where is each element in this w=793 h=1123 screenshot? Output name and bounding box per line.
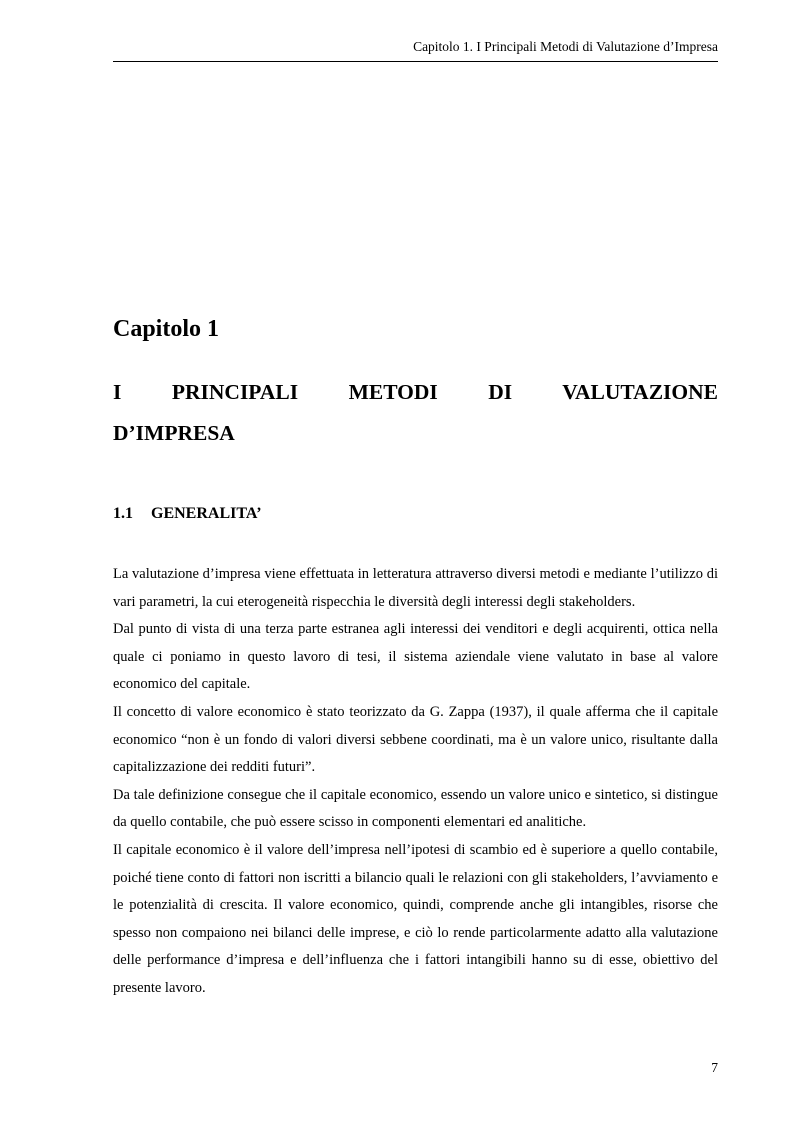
paragraph: Il capitale economico è il valore dell’impresa nell’ipotesi di scambio ed è superiore a quello contabile, poiché tiene conto di fattori non iscritti a bilancio quali le relazioni con gli stakeholders, l’avviamento e le potenzialità di crescita. Il valore economico, quindi, comprende anche gli intangibles, risorse che spesso non compaiono nei bilanci delle imprese, e ciò lo rende particolarmente adatto alla valutazione delle performance d’impresa e dell’influenza che i fattori intangibili hanno su di esse, obiettivo del presente lavoro. (113, 841, 718, 996)
body-text (113, 561, 718, 1003)
header-rule (113, 61, 718, 62)
page-number: 7 (711, 1060, 718, 1075)
section-heading (113, 503, 262, 525)
chapter-title-line-1: I PRINCIPALI METODI DI VALUTAZIONE (113, 380, 718, 404)
paragraph: Dal punto di vista di una terza parte estranea agli interessi dei venditori e degli acquirenti, ottica nella quale ci poniamo in questo lavoro di tesi, il sistema aziendale viene valutato in base al valore economico del capitale. (113, 621, 718, 693)
running-header: Capitolo 1. I Principali Metodi di Valutazione d’Impresa (413, 39, 718, 54)
chapter-title (113, 372, 718, 454)
paragraph: Il concetto di valore economico è stato teorizzato da G. Zappa (1937), il quale afferma che il capitale economico “non è un fondo di valori diversi sebbene coordinati, ma è un valore unico, risultante dalla capitalizzazione dei redditi futuri”. (113, 703, 718, 776)
paragraph: La valutazione d’impresa viene effettuata in letteratura attraverso diversi metodi e mediante l’utilizzo di vari parametri, la cui eterogeneità rispecchia le diversità degli interessi degli stakeholders. (113, 566, 718, 610)
chapter-label: Capitolo 1 (113, 316, 220, 342)
section-title: GENERALITA’ (151, 505, 262, 522)
paragraph: Da tale definizione consegue che il capitale economico, essendo un valore unico e sintetico, si distingue da quello contabile, che può essere scisso in componenti elementari ed analitiche. (113, 786, 718, 831)
chapter-title-line-2: D’IMPRESA (113, 421, 235, 445)
section-number: 1.1 (113, 505, 133, 522)
